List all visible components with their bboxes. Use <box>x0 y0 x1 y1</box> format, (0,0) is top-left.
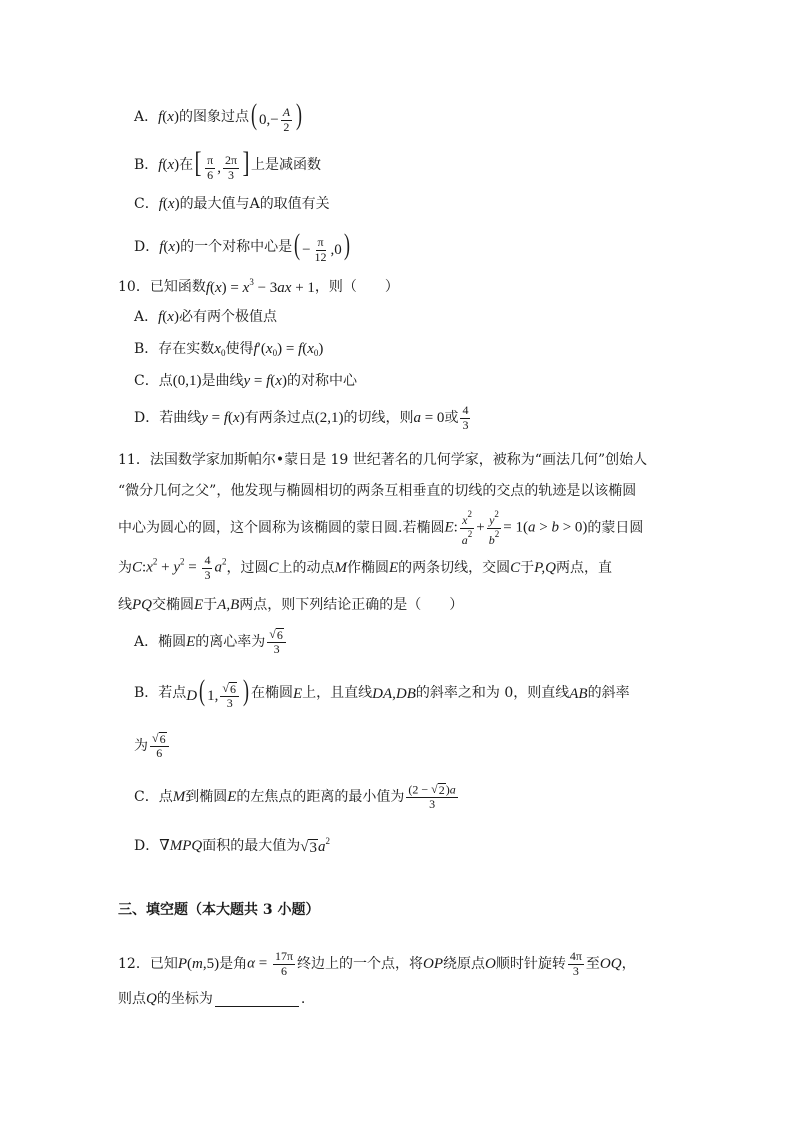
math-var: P,Q <box>534 560 556 577</box>
option-text: D．若曲线 <box>134 409 202 426</box>
math-var: C <box>268 560 279 577</box>
option-text: 的最大值与 <box>179 195 250 212</box>
question-text: . <box>300 990 306 1007</box>
q11-line4 <box>118 554 612 583</box>
question-text: 两点，直 <box>555 559 612 576</box>
math-ellipse: E: $\frac{x^2}{a^2}$ + $\frac{y^2}{b^2}$ = 1(a > b > 0) <box>444 509 588 547</box>
option-text: A <box>249 195 260 212</box>
question-text: ，则（ ） <box>314 278 399 295</box>
option-text: 到椭圆 <box>185 789 228 806</box>
option-text: 上是减函数 <box>251 157 322 174</box>
question-text: ， <box>621 955 636 972</box>
math-var: PQ <box>132 597 152 613</box>
math-var: C <box>510 560 521 577</box>
option-text: 有两条过点 <box>244 409 315 426</box>
q9-option-c <box>134 195 330 213</box>
option-text: 的左焦点的距离的最小值为 <box>236 789 405 806</box>
option-text: 为 <box>134 738 148 755</box>
option-text: 在椭圆 <box>250 685 293 702</box>
q11-option-b <box>134 676 630 711</box>
math-point: ( − $\frac{\pi}{12}$ ,0) <box>294 228 350 265</box>
q11-line1 <box>118 452 647 469</box>
question-text: 的蒙日圆 <box>587 519 644 536</box>
q11-line3 <box>118 509 643 548</box>
option-label: A． <box>134 308 159 325</box>
math-point: (0,1) <box>172 373 202 389</box>
math-fraction: $\frac{4\pi}{3}$ <box>569 949 582 978</box>
q12-line2 <box>118 990 305 1008</box>
q11-option-c <box>134 783 460 812</box>
math-var: E <box>194 597 204 613</box>
question-text: 为 <box>118 559 132 576</box>
question-text: ，过圆 <box>226 559 269 576</box>
math-fraction: $\frac{4}{3}$ <box>462 403 469 432</box>
section-title <box>118 902 320 919</box>
math-value: √ 3 $a^2$ <box>300 836 330 856</box>
option-text: A．椭圆 <box>134 634 187 651</box>
option-text: 上，且直线 <box>302 685 373 702</box>
question-text: 线 <box>118 596 132 613</box>
math-var: OQ <box>599 956 622 973</box>
option-text: 面积的最大值为 <box>202 837 301 854</box>
q12-line1 <box>118 950 636 979</box>
option-text: 的图象过点 <box>178 109 249 126</box>
option-text: 必有两个极值点 <box>178 308 277 325</box>
q10-option-a <box>134 308 277 326</box>
q10-option-d <box>134 404 472 433</box>
q10-option-b <box>134 340 323 359</box>
question-text: 于 <box>203 596 218 613</box>
math-var: E <box>292 685 303 702</box>
question-text: 作椭圆 <box>346 559 389 576</box>
math-equation: $f'(x_0) = f(x_0)$ <box>253 341 324 358</box>
question-text: 绕原点 <box>443 955 485 972</box>
math-var: AB <box>569 685 588 702</box>
question-text: 交椭圆 <box>152 596 194 613</box>
section-heading: 三、填空题（本大题共 3 小题） <box>118 902 320 918</box>
math-function: $f(x) = x^3 - 3ax + 1$ <box>205 277 315 296</box>
question-text: 则点 <box>118 990 146 1007</box>
question-text: 终边上的一个点，将 <box>297 955 423 972</box>
option-label: A． <box>134 109 159 126</box>
option-text: B．存在实数 <box>134 341 215 357</box>
math-var: Q <box>146 991 157 1007</box>
math-interval: [ $\frac{\pi}{6}$ , $\frac{2\pi}{3}$ ] <box>194 146 250 183</box>
math-var: M <box>334 560 347 577</box>
option-text: 的斜率之和为 0，则直线 <box>415 685 570 702</box>
option-text: 的取值有关 <box>259 195 330 212</box>
math-fx: f(x) <box>158 157 180 174</box>
option-text: 的切线，则 <box>343 409 414 426</box>
q11-line5 <box>118 596 463 614</box>
math-var: A,B <box>217 597 240 613</box>
option-text: D． <box>134 837 160 854</box>
option-text: 是曲线 <box>201 372 244 389</box>
math-fx: f(x) <box>159 239 181 256</box>
math-var: E <box>227 789 237 806</box>
option-label: C． <box>134 195 159 212</box>
math-point: (2,1) <box>314 410 344 427</box>
math-point: ( 0,− $\frac{A}{2}$ ) <box>250 98 303 135</box>
math-var: O <box>485 956 496 973</box>
question-text: 上的动点 <box>278 559 335 576</box>
math-angle: α = $\frac{17\pi}{6}$ <box>247 949 293 978</box>
option-label: B． <box>134 157 159 174</box>
math-var: E <box>388 560 399 577</box>
question-text: 12．已知 <box>118 955 178 972</box>
math-fraction: √ 6 3 <box>265 628 288 657</box>
option-text: B．若点 <box>134 685 187 702</box>
question-text: 至 <box>585 955 600 972</box>
math-a0: a = 0 <box>413 410 445 427</box>
option-text: C．点 <box>134 789 173 806</box>
question-text: “微分几何之父”，他发现与椭圆相切的两条互相垂直的切线的交点的轨迹是以该椭圆 <box>118 483 637 499</box>
math-var: DA,DB <box>372 685 416 702</box>
question-text: 两点，则下列结论正确的是（ ） <box>239 596 464 613</box>
math-fx: f(x) <box>158 196 180 212</box>
q9-option-d <box>134 230 352 265</box>
question-text: 顺时针旋转 <box>495 955 566 972</box>
option-text: 在 <box>179 157 194 174</box>
option-text: C．点 <box>134 372 173 389</box>
q9-option-b <box>134 148 321 183</box>
question-text: 10．已知函数 <box>118 278 206 295</box>
q9-option-a <box>134 100 304 135</box>
math-fraction: (2 − √ 2 )a 3 <box>408 782 456 812</box>
math-curve: y = f(x) <box>201 410 245 427</box>
q10-option-c <box>134 372 357 390</box>
question-text: 11．法国数学家加斯帕尔•蒙日是 19 世纪著名的几何学家，被称为“画法几何”创始人 <box>118 452 648 468</box>
option-text: 使得 <box>225 341 254 357</box>
math-var: M <box>172 789 186 806</box>
math-fx: f(x) <box>158 309 179 325</box>
option-text: 的一个对称中心是 <box>180 239 293 256</box>
math-point: P(m,5) <box>177 956 220 973</box>
question-text: 的两条切线，交圆 <box>398 559 511 576</box>
question-text: 的坐标为 <box>156 990 213 1007</box>
math-var: E <box>186 634 196 651</box>
math-var: OP <box>423 956 443 973</box>
option-label: D． <box>134 239 160 256</box>
math-point: D( 1, √ 6 3 ) <box>186 674 249 711</box>
question-text: 中心为圆心的圆，这个圆称为该椭圆的蒙日圆.若椭圆 <box>118 519 445 536</box>
option-text: 的离心率为 <box>195 634 266 651</box>
q10-stem <box>118 277 399 297</box>
math-circle: $C:x^2 + y^2$ = $\frac{4}{3}$ $a^2$ <box>132 553 227 582</box>
math-triangle: ∇MPQ <box>159 838 203 854</box>
option-text: 的对称中心 <box>286 372 357 389</box>
math-fx: f(x) <box>158 109 179 126</box>
math-x0: $x_0$ <box>214 341 226 358</box>
answer-blank[interactable] <box>215 992 299 1007</box>
q11-option-d <box>134 836 330 856</box>
q11-option-b-line2 <box>134 732 171 761</box>
question-text: 是角 <box>219 955 248 972</box>
math-curve: y = f(x) <box>243 373 287 389</box>
question-text: 于 <box>520 559 535 576</box>
option-text: 或 <box>444 409 459 426</box>
option-text: 的斜率 <box>587 685 630 702</box>
math-fraction: √ 6 6 <box>148 732 171 761</box>
q11-option-a <box>134 628 288 657</box>
q11-line2 <box>118 483 636 500</box>
